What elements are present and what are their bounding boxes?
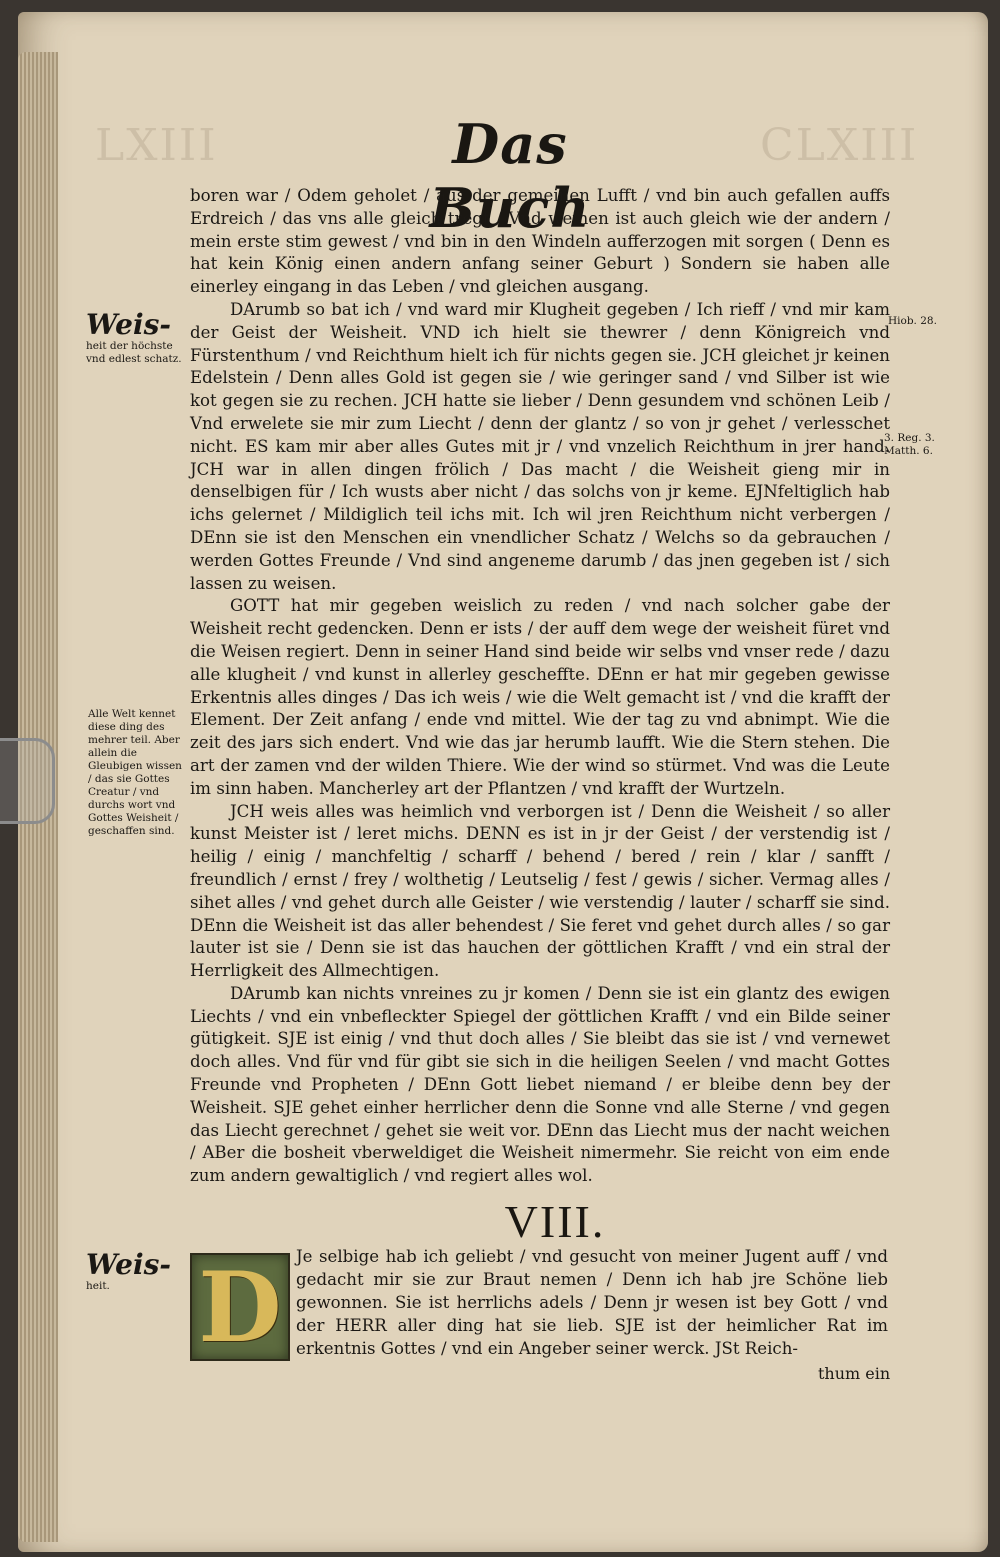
cross-reference: Hiob. 28. [888, 315, 937, 327]
decorated-initial [190, 1250, 290, 1364]
catchword: thum ein [818, 1364, 891, 1383]
margin-note-text: Alle Welt kennet diese ding des mehrer teil. Aber allein die Gleubigen wissen / das sie Gottes Creatur / vnd durchs wort vnd Gottes Weisheit / geschaffen sind. [88, 708, 182, 837]
margin-note [86, 310, 186, 366]
main-text [190, 185, 890, 1188]
chapter-number: VIII. [504, 1196, 606, 1247]
margin-note-title: Weis- [86, 1248, 171, 1281]
margin-note [86, 1250, 186, 1293]
paragraph: DArumb kan nichts vnreines zu jr komen / Denn sie ist ein glantz des ewigen Liechts / vnd ein vnbefleckter Spiegel der göttlichen Krafft / vnd ein Bilde seiner gütigkeit. SJE ist einig / vnd thut doch alles / Sie bleibt das sie ist / vnd vernewet doch alles. Vnd für vnd für gibt sie sich in die heiligen Seelen / vnd macht Gottes Freunde vnd Propheten / DEnn Gott liebet niemand / er bleibe denn bey der Weisheit. SJE gehet einher herrlicher denn die Sonne vnd alle Sterne / vnd gegen das Liecht gerechnet / gehet sie weit vor. DEnn das Liecht mus der nacht weichen / ABer die bosheit vberweldiget die Weisheit nimermehr. Sie reicht von eim ende zum andern gewaltiglich / vnd regiert alles wol. [190, 983, 890, 1186]
paper-clip [0, 738, 55, 824]
bleed-through-foliation-left: LXIII [95, 120, 218, 171]
margin-note-text: heit. [86, 1280, 110, 1292]
paragraph: GOTT hat mir gegeben weislich zu reden / vnd nach solcher gabe der Weisheit recht gedencken. Denn er ists / der auff dem wege der weisheit füret vnd die Weisen regiert. Denn in seiner Hand sind beide wir selbs vnd vnser rede / dazu alle klugheit / vnd kunst in allerley gescheffte. DEnn er hat mir gegeben gewisse Erkentnis alles dinges / Das ich weis / wie die Welt gemacht ist / vnd die krafft der Element. Der Zeit anfang / ende vnd mittel. Wie der tag zu vnd abnimpt. Wie die zeit des jars sich endert. Vnd wie das jar herumb laufft. Wie die Stern stehen. Die art der zamen vnd der wilden Thiere. Wie der wind so stürmet. Vnd was die Leute im sinn haben. Mancherley art der Pflantzen / vnd krafft der Wurtzeln. [190, 596, 890, 798]
margin-note-text: heit der höchste vnd edlest schatz. [86, 340, 182, 365]
chapter-text: Je selbige hab ich geliebt / vnd gesucht von meiner Jugent auff / vnd gedacht mir sie zur Braut nemen / Denn ich hab jre Schöne lieb gewonnen. Sie ist herrlichs adels / Denn jr wesen ist bey Gott / vnd der HERR aller ding hat sie lieb. SJE ist der heimlicher Rat im erkentnis Gottes / vnd ein Angeber seiner werck. JSt Reich- [296, 1247, 888, 1358]
margin-note-title: Weis- [86, 308, 171, 341]
cross-reference: 3. Reg. 3. Matth. 6. [884, 432, 935, 457]
paragraph: boren war / Odem geholet / aus der gemeinen Lufft / vnd bin auch gefallen auffs Erdreich / das vns alle gleich tregt / Vnd weinen ist auch gleich wie der andern / mein erste stim gewest / vnd bin in den Windeln aufferzogen mit sorgen ( Denn es hat kein König einen andern anfang seiner Geburt ) Sondern sie haben alle einerley eingang in das Leben / vnd gleichen ausgang. [190, 186, 890, 297]
bleed-through-foliation-right: CLXIII [760, 120, 919, 171]
paragraph: JCH weis alles was heimlich vnd verborgen ist / Denn die Weisheit / so aller kunst Meister ist / leret michs. DENN es ist in jr der Geist / der verstendig ist / heilig / einig / manchfeltig / scharff / behend / bered / rein / klar / sanfft / freundlich / ernst / frey / wolthetig / Leutselig / fest / gewis / sicher. Vermag alles / sihet alles / vnd gehet durch alle Geister / wie verstendig / lauter / scharff sie sind. DEnn die Weisheit ist das aller behendest / Sie feret vnd gehet durch alles / so gar lauter ist sie / Denn sie ist das hauchen der göttlichen Krafft / vnd ein stral der Herrligkeit des Allmechtigen. [190, 801, 890, 981]
paragraph: DArumb so bat ich / vnd ward mir Klugheit gegeben / Ich rieff / vnd mir kam der Geist der Weisheit. VND ich hielt sie thewrer / denn Königreich vnd Fürstenthum / vnd Reichthum hielt ich für nichts gegen sie. JCH gleichet jr keinen Edelstein / Denn alles Gold ist gegen sie / wie geringer sand / vnd Silber ist wie kot gegen sie zu rechen. JCH hatte sie lieber / Denn gesundem vnd schönen Leib / Vnd erwelete sie mir zum Liecht / denn der glantz / so von jr gehet / verlesschet nicht. ES kam mir aber alles Gutes mit jr / vnd vnzelich Reichthum in jrer hand. JCH war in allen dingen frölich / Das macht / die Weisheit gieng mir in denselbigen für / Ich wusts aber nicht / das solchs von jr keme. EJNfeltiglich hab ichs gelernet / Mildiglich teil ichs mit. Ich wil jren Reichthum nicht verbergen / DEnn sie ist den Menschen ein vnendlicher Schatz / Welchs so da gebrauchen / werden Gottes Freunde / Vnd sind angeneme darumb / das jnen gegeben ist / sich lassen zu weisen. [190, 299, 890, 593]
initial-letter: D [198, 1250, 282, 1364]
margin-note [88, 708, 188, 838]
running-heading: Das Buch [429, 112, 591, 240]
